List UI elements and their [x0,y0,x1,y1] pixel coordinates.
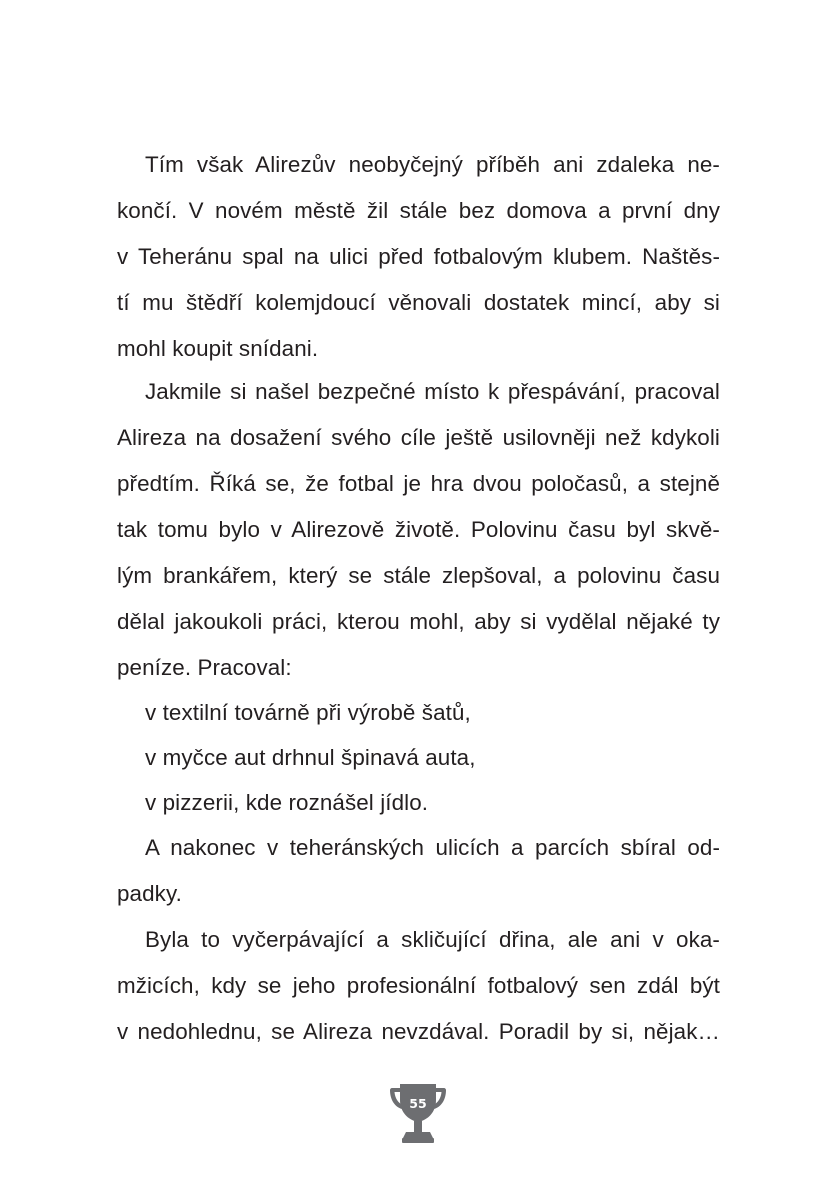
paragraph-1-line-4: tí mu štědří kolemjdoucí věnovali dostatek mincí, aby si [117,290,720,315]
paragraph-4-line-3: v nedohlednu, se Alireza nevzdával. Poradil by si, nějak… [117,1019,720,1044]
paragraph-4-line-2: mžicích, kdy se jeho profesionální fotbalový sen zdál být [117,973,720,998]
paragraph-3-line-1: A nakonec v teheránských ulicích a parcích sbíral od- [145,835,720,860]
paragraph-1-line-1: Tím však Alirezův neobyčejný příběh ani zdaleka ne- [145,152,720,177]
paragraph-3-line-2: padky. [117,881,182,906]
paragraph-2-line-2: Alireza na dosažení svého cíle ještě usilovněji než kdykoli [117,425,720,450]
paragraph-4-line-1: Byla to vyčerpávající a skličující dřina, ale ani v oka- [145,927,720,952]
list-item-3: v pizzerii, kde roznášel jídlo. [145,790,429,815]
paragraph-2-line-6: dělal jakoukoli práci, kterou mohl, aby si vydělal nějaké ty [117,609,720,634]
paragraph-2-line-1: Jakmile si našel bezpečné místo k přespávání, pracoval [145,379,720,404]
trophy-icon [388,1082,448,1146]
list-item-1: v textilní továrně při výrobě šatů, [145,700,471,725]
paragraph-1-line-3: v Teheránu spal na ulici před fotbalovým klubem. Naštěs- [117,244,720,269]
paragraph-1-line-5: mohl koupit snídani. [117,336,319,361]
paragraph-2-line-7: peníze. Pracoval: [117,655,292,680]
paragraph-2-line-4: tak tomu bylo v Alirezově životě. Polovinu času byl skvě- [117,517,720,542]
paragraph-1-line-2: končí. V novém městě žil stále bez domova a první dny [117,198,720,223]
paragraph-2-line-5: lým brankářem, který se stále zlepšoval, a polovinu času [117,563,720,588]
paragraph-2-line-3: předtím. Říká se, že fotbal je hra dvou poločasů, a stejně [117,471,720,496]
list-item-2: v myčce aut drhnul špinavá auta, [145,745,476,770]
page-number: 55 [409,1096,427,1111]
